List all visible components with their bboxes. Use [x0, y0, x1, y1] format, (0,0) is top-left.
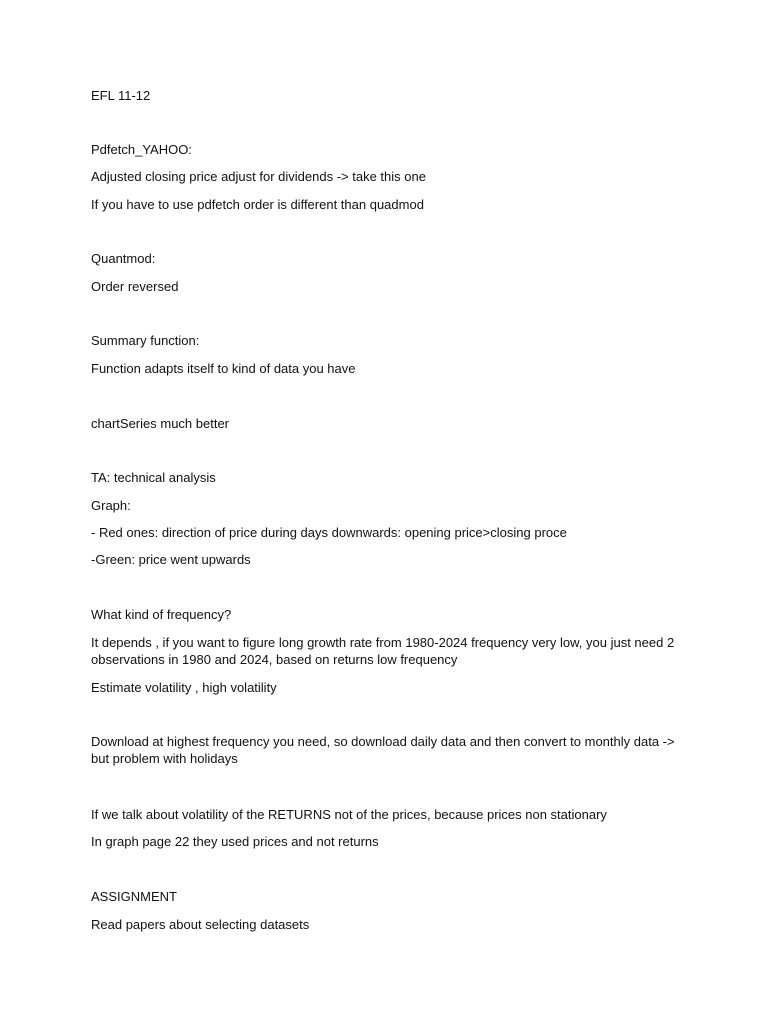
paragraph: chartSeries much better [91, 416, 230, 431]
section-heading: Pdfetch_YAHOO: [91, 142, 192, 157]
paragraph: It depends , if you want to figure long growth rate from 1980-2024 frequency very low, you just need 2 observations in 1980 and 2024, based on returns low frequency [91, 635, 675, 667]
paragraph: Function adapts itself to kind of data you have [91, 361, 356, 376]
section-heading: ASSIGNMENT [91, 889, 177, 904]
section-heading: TA: technical analysis [91, 470, 216, 485]
paragraph: Estimate volatility , high volatility [91, 680, 277, 695]
section-heading: What kind of frequency? [91, 607, 232, 622]
list-item: - Red ones: direction of price during days downwards: opening price>closing proce [91, 525, 567, 540]
document-title: EFL 11-12 [91, 88, 151, 103]
paragraph: Adjusted closing price adjust for dividends -> take this one [91, 169, 426, 184]
paragraph: Download at highest frequency you need, so download daily data and then convert to monthly data -> but problem with holidays [91, 734, 675, 766]
section-heading: Summary function: [91, 333, 200, 348]
paragraph: If we talk about volatility of the RETURNS not of the prices, because prices non stationary [91, 807, 607, 822]
paragraph: In graph page 22 they used prices and not returns [91, 834, 379, 849]
paragraph: Read papers about selecting datasets [91, 917, 310, 932]
paragraph: Graph: [91, 498, 131, 513]
section-heading: Quantmod: [91, 251, 156, 266]
paragraph: Order reversed [91, 279, 179, 294]
list-item: -Green: price went upwards [91, 552, 251, 567]
paragraph: If you have to use pdfetch order is different than quadmod [91, 197, 424, 212]
